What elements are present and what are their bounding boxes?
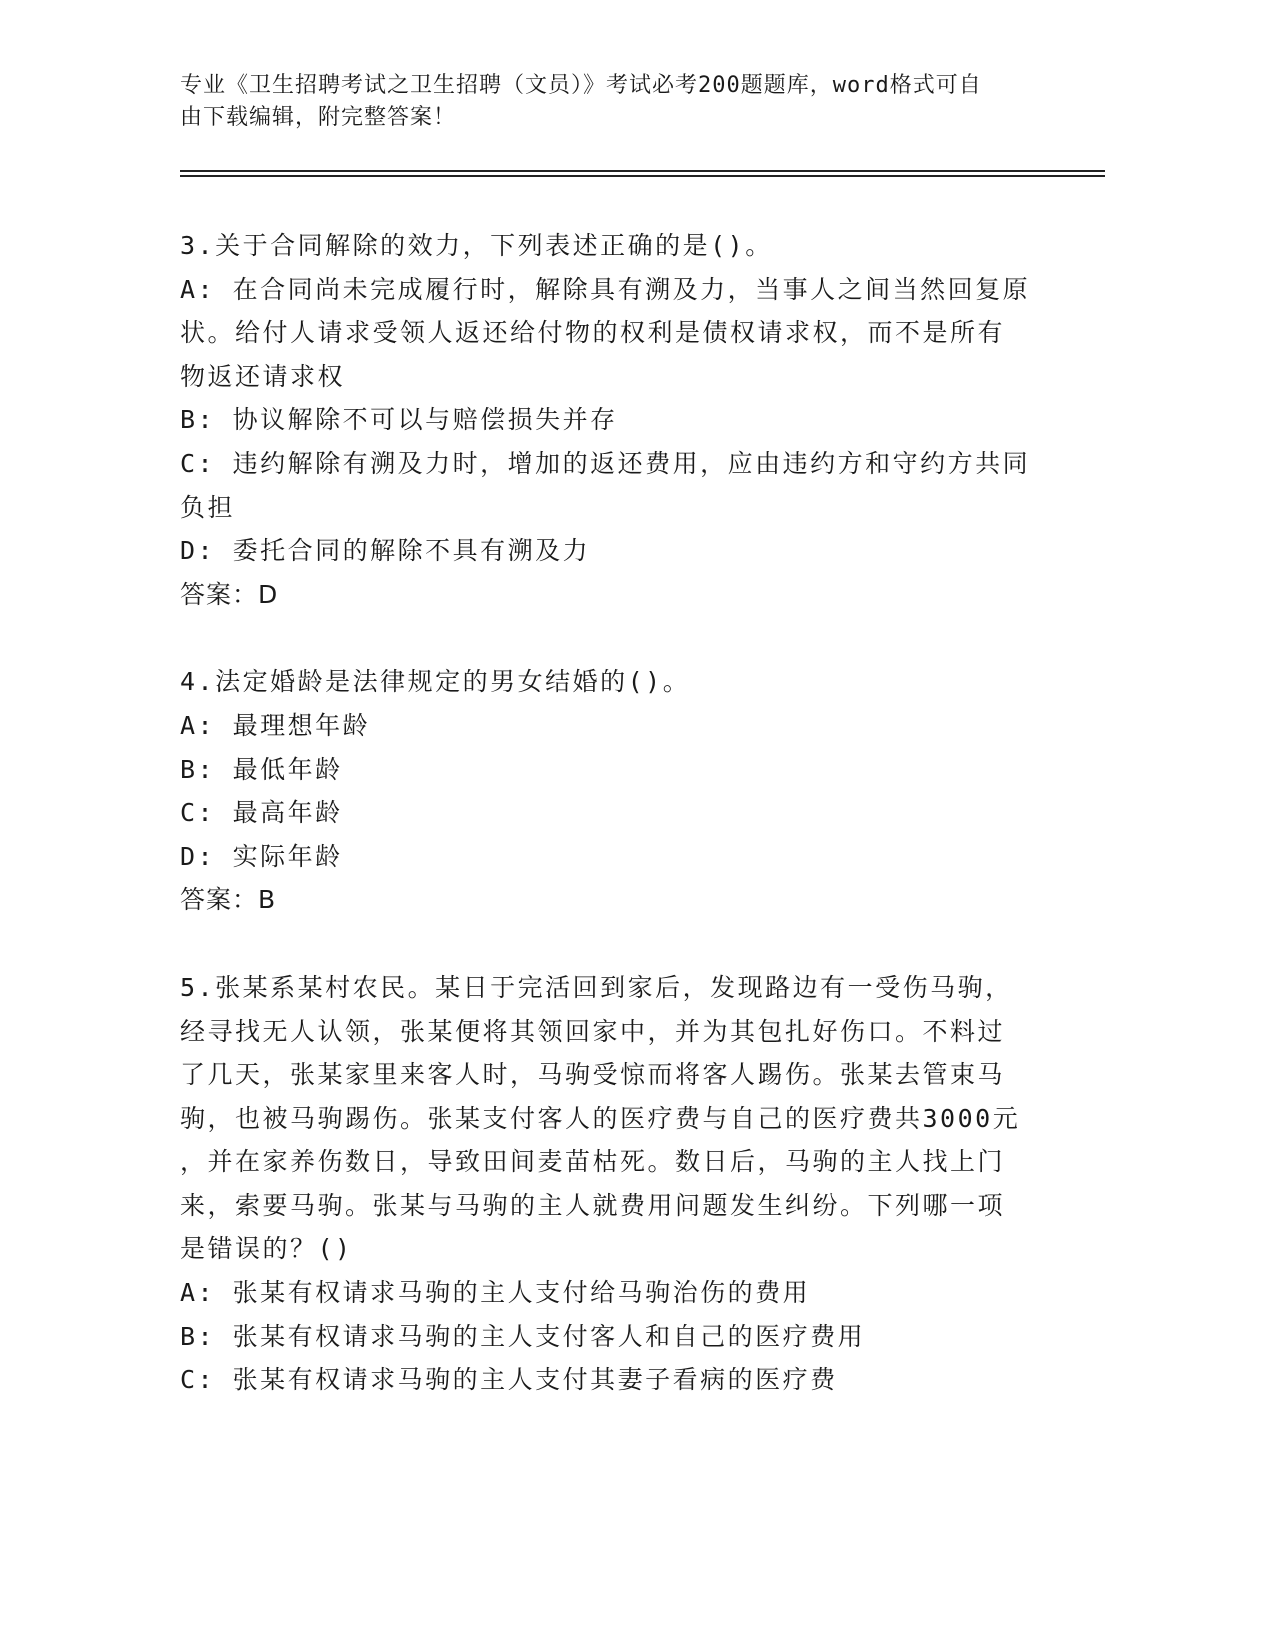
question-stem-line: 了几天，张某家里来客人时，马驹受惊而将客人踢伤。张某去管束马 [180, 1060, 1006, 1090]
option-line: 物返还请求权 [180, 361, 346, 391]
question-stem: 4.法定婚龄是法律规定的男女结婚的()。 [180, 667, 691, 697]
question-3 [180, 224, 1040, 616]
answer-label: 答案：B [180, 885, 277, 915]
question-list [180, 224, 1040, 1446]
option-a: A: 最理想年龄 [180, 710, 371, 740]
question-4 [180, 660, 1040, 922]
document-header [180, 70, 1040, 134]
question-stem-line: 来，索要马驹。张某与马驹的主人就费用问题发生纠纷。下列哪一项 [180, 1190, 1006, 1220]
option-line: C: 违约解除有溯及力时，增加的返还费用，应由违约方和守约方共同 [180, 448, 1031, 478]
answer-label: 答案：D [180, 579, 279, 609]
option-b: B: 张某有权请求马驹的主人支付客人和自己的医疗费用 [180, 1321, 866, 1351]
option-b [180, 398, 1040, 442]
option-d: D: 实际年龄 [180, 841, 343, 871]
option-c [180, 442, 1040, 529]
header-rule-top [180, 170, 1105, 172]
option-c: C: 张某有权请求马驹的主人支付其妻子看病的医疗费 [180, 1365, 838, 1395]
question-stem-line: ，并在家养伤数日，导致田间麦苗枯死。数日后，马驹的主人找上门 [180, 1147, 1006, 1177]
header-line-2: 由下载编辑，附完整答案！ [180, 105, 457, 130]
option-d [180, 529, 1040, 573]
option-line: 状。给付人请求受领人返还给付物的权利是债权请求权，而不是所有 [180, 318, 1006, 348]
option-c: C: 最高年龄 [180, 798, 343, 828]
option-a: A: 张某有权请求马驹的主人支付给马驹治伤的费用 [180, 1278, 811, 1308]
option-line: A: 在合同尚未完成履行时，解除具有溯及力，当事人之间当然回复原 [180, 274, 1031, 304]
option-line: 负担 [180, 492, 236, 522]
header-line-1: 专业《卫生招聘考试之卫生招聘（文员）》考试必考200题题库，word格式可自 [180, 73, 982, 98]
option-a [180, 268, 1040, 399]
question-stem-line: 5.张某系某村农民。某日于完活回到家后，发现路边有一受伤马驹， [180, 972, 1013, 1002]
option-b: B: 最低年龄 [180, 754, 343, 784]
question-stem-line: 驹，也被马驹踢伤。张某支付客人的医疗费与自己的医疗费共3000元 [180, 1103, 1021, 1133]
question-stem-line: 是错误的？() [180, 1234, 353, 1264]
option-line: D: 委托合同的解除不具有溯及力 [180, 536, 591, 566]
question-5 [180, 966, 1040, 1402]
question-stem-line: 经寻找无人认领，张某便将其领回家中，并为其包扎好伤口。不料过 [180, 1016, 1006, 1046]
option-line: B: 协议解除不可以与赔偿损失并存 [180, 405, 618, 435]
question-stem: 3.关于合同解除的效力，下列表述正确的是()。 [180, 231, 773, 260]
header-rule-bottom [180, 175, 1105, 177]
